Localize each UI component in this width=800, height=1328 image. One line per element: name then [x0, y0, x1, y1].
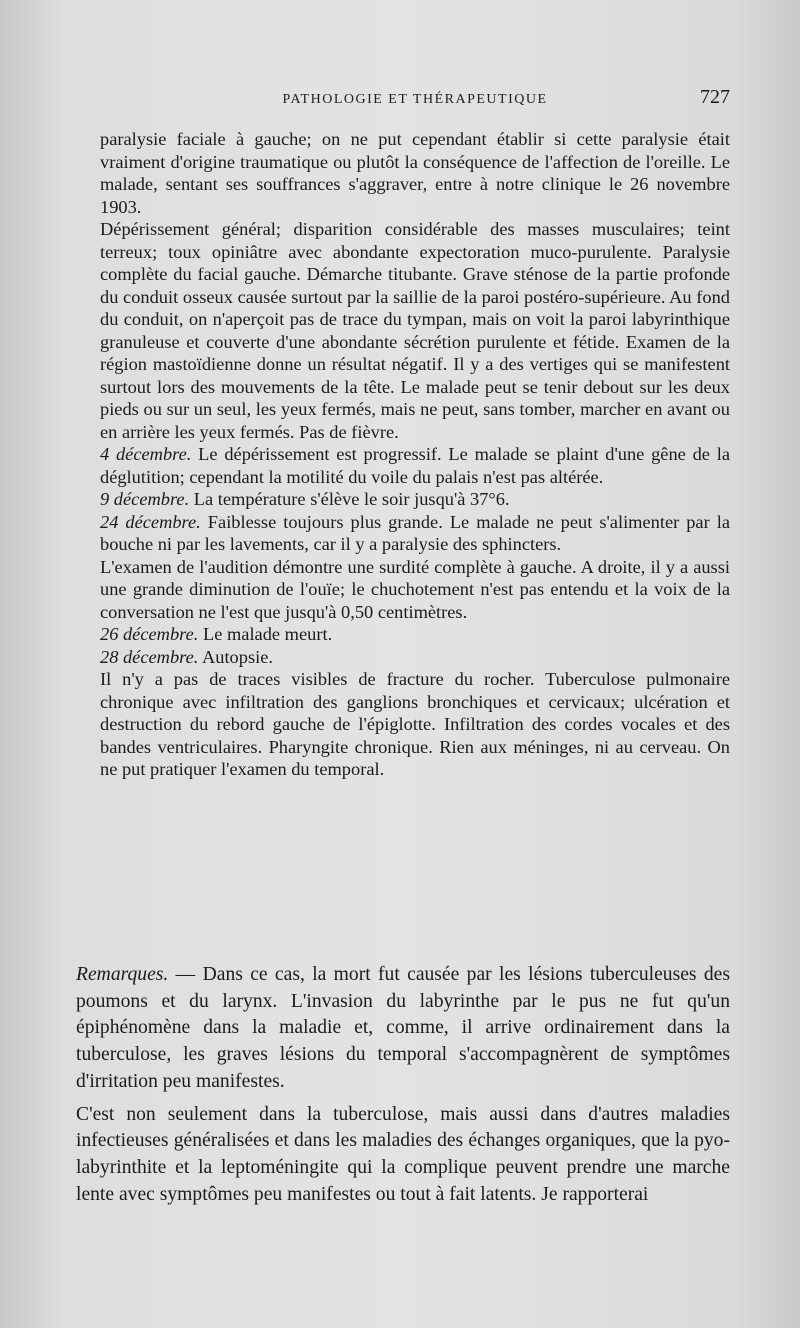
- entry-text: Autopsie.: [198, 646, 273, 667]
- entry-date: 28 décembre.: [100, 646, 199, 667]
- entry-date: 9 décembre.: [100, 489, 190, 509]
- remarks-paragraph: [76, 962, 730, 1096]
- entry-date: 26 décembre.: [100, 624, 199, 644]
- remarks-text: — Dans ce cas, la mort fut causée par les lésions tuberculeuses des poumons et du larynx. L'invasion du labyrinthe par le pus ne fut qu'un épiphénomène dans la maladie et, comme, il arrive ordinairement dans la tuberculose, les graves lésions du temporal s'accompagnèrent de symptômes d'irritation peu manifestes.: [76, 964, 730, 1092]
- dated-entry: [100, 646, 730, 669]
- running-title: PATHOLOGIE ET THÉRAPEUTIQUE: [282, 92, 548, 107]
- remarks-paragraph: C'est non seulement dans la tuberculose, mais aussi dans d'autres maladies infectieuses généralisées et dans les maladies des échanges organiques, que la pyo-labyrinthite et la leptoméningite qui la complique peuvent prendre une marche lente avec symptômes peu manifestes ou tout à fait latents. Je rapporterai: [76, 1103, 730, 1205]
- entry-text: La température s'élève le soir jusqu'à 37°6.: [189, 489, 510, 509]
- paragraph: paralysie faciale à gauche; on ne put cependant établir si cette paralysie était vraiment d'origine traumatique ou plutôt la conséquence de l'affection de l'oreille. Le malade, sentant ses souffrances s'aggraver, entre à notre clinique le 26 novembre 1903.: [100, 129, 730, 217]
- case-report-text: [100, 128, 730, 781]
- paragraph: [100, 218, 730, 443]
- entry-text: Faiblesse toujours plus grande. Le malade ne peut s'alimenter par la bouche ni par les lavements, car il y a paralysie des sphincters.: [100, 511, 730, 554]
- entry-date: 24 décembre.: [100, 511, 201, 532]
- remarks-lead: Remarques.: [76, 964, 169, 985]
- paragraph-text: Dépérissement général; disparition considérable des masses musculaires; teint terreux; toux opiniâtre avec abondante expectoration muco-purulente. Paralysie complète du facial gauche. Démarche titubante. Grave sténose de la partie profonde du conduit osseux causée surtout par la saillie de la paroi postéro-supérieure. Au fond du conduit, on n'aperçoit pas de trace du tympan, mais on voit la paroi labyrinthique granuleuse et couverte d'une abondante sécrétion purulente et fétide. Examen de la région mastoïdienne donne un résultat négatif. Il y a des vertiges qui se manifestent surtout lors des mouvements de la tête. Le malade peut se tenir debout sur les deux pieds ou sur un seul, les yeux fermés, mais ne peut, sans tomber, marcher en avant ou en arrière les yeux fermés. Pas de fièvre.: [100, 219, 730, 442]
- dated-entry: [100, 488, 730, 511]
- entry-text: Le dépérissement est progressif. Le malade se plaint d'une gêne de la déglutition; cependant la motilité du voile du palais n'est pas altérée.: [100, 444, 730, 487]
- paragraph: Il n'y a pas de traces visibles de fracture du rocher. Tuberculose pulmonaire chronique avec infiltration des ganglions bronchiques et cervicaux; ulcération et destruction du rebord gauche de l'épiglotte. Infiltration des cordes vocales et des bandes ventriculaires. Pharyngite chronique. Rien aux méninges, ni au cerveau. On ne put pratiquer l'examen du temporal.: [100, 669, 730, 779]
- dated-entry: [100, 443, 730, 488]
- entry-date: 4 décembre.: [100, 444, 192, 464]
- page-header: [100, 86, 730, 116]
- remarks-section: [76, 962, 730, 1208]
- dated-entry: [100, 623, 730, 646]
- page-number: 727: [700, 86, 730, 108]
- paragraph: L'examen de l'audition démontre une surdité complète à gauche. A droite, il y a aussi une grande diminution de l'ouïe; le chuchotement n'est pas entendu et la voix de la conversation ne l'est que jusqu'à 0,50 centimètres.: [100, 556, 730, 622]
- entry-text: Le malade meurt.: [198, 624, 333, 644]
- dated-entry: [100, 511, 730, 556]
